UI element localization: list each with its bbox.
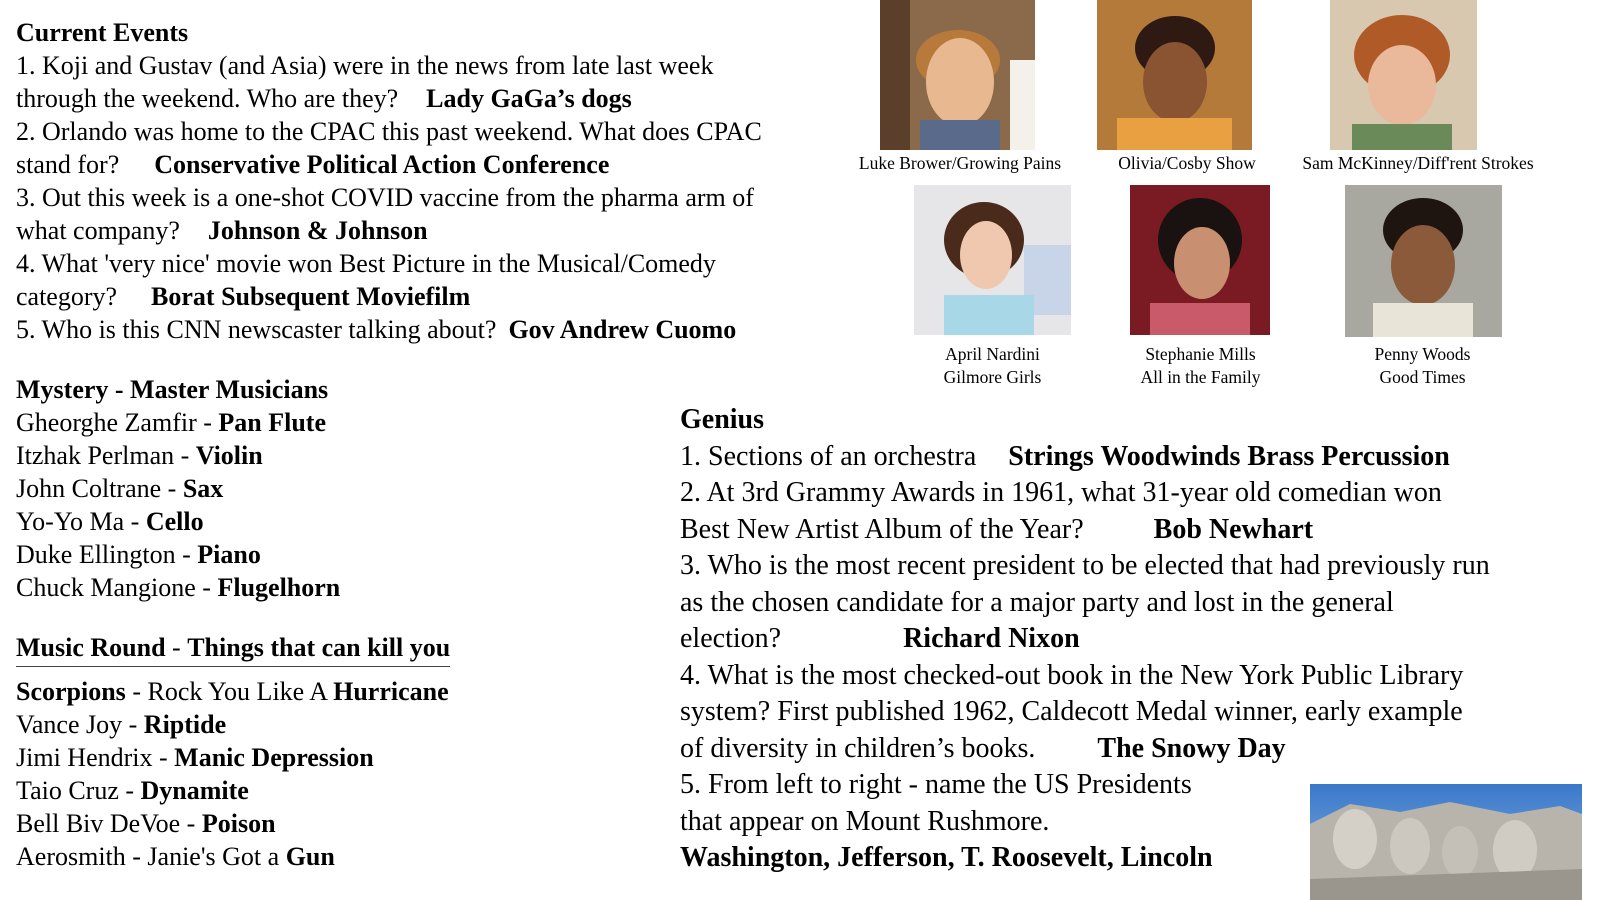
song-answer: Manic Depression xyxy=(174,743,374,772)
mount-rushmore-image xyxy=(1310,784,1582,900)
genius-a5: Washington, Jefferson, T. Roosevelt, Lincoln xyxy=(680,842,1213,873)
current-q2-text: stand for? xyxy=(16,150,120,179)
portrait-image xyxy=(1097,0,1252,150)
caption-penny-woods xyxy=(1330,343,1515,389)
instrument-answer: Pan Flute xyxy=(218,408,326,437)
music-title-sep: - xyxy=(165,633,188,662)
genius-q2-text: Best New Artist Album of the Year? xyxy=(680,513,1084,545)
photo-penny-woods xyxy=(1345,185,1502,337)
genius-q1-line xyxy=(680,439,1585,476)
artist-name: Jimi Hendrix - xyxy=(16,743,175,772)
genius-q3-line3 xyxy=(680,621,1585,658)
musician-name: John Coltrane - xyxy=(16,474,183,503)
caption-luke-brower: Luke Brower/Growing Pains xyxy=(858,153,1062,173)
current-q5-text: 5. Who is this CNN newscaster talking about? xyxy=(16,315,497,344)
musician-name: Itzhak Perlman - xyxy=(16,441,196,470)
current-q5-line xyxy=(16,313,836,346)
mystery-section xyxy=(16,373,340,604)
genius-q4-line1: 4. What is the most checked-out book in the New York Public Library xyxy=(680,659,1464,691)
current-a2: Conservative Political Action Conference xyxy=(154,150,610,179)
genius-q5-line2: that appear on Mount Rushmore. xyxy=(680,805,1050,837)
music-item xyxy=(16,708,450,741)
song-text: - Rock You Like A xyxy=(125,677,334,706)
genius-q4-text: of diversity in children’s books. xyxy=(680,732,1036,764)
musician-name: Gheorghe Zamfir - xyxy=(16,408,219,437)
current-q3-text: what company? xyxy=(16,216,180,245)
instrument-answer: Sax xyxy=(182,474,224,503)
instrument-answer: Cello xyxy=(145,507,204,536)
musician-name: Chuck Mangione - xyxy=(16,573,218,602)
instrument-answer: Piano xyxy=(197,540,261,569)
music-title-part: Things that can kill you xyxy=(187,633,451,662)
mystery-item xyxy=(16,406,340,439)
photo-stephanie-mills xyxy=(1130,185,1270,335)
musician-name: Duke Ellington - xyxy=(16,540,198,569)
caption-sam-mckinney: Sam McKinney/Diff'rent Strokes xyxy=(1302,153,1534,173)
mystery-item xyxy=(16,571,340,604)
music-round-title xyxy=(16,631,450,667)
caption-show: Gilmore Girls xyxy=(943,367,1042,387)
artist-name: Vance Joy - xyxy=(16,710,144,739)
music-item xyxy=(16,741,450,774)
current-q1-line1: 1. Koji and Gustav (and Asia) were in the news from late last week xyxy=(16,51,714,80)
current-q3-line1: 3. Out this week is a one-shot COVID vaccine from the pharma arm of xyxy=(16,183,754,212)
music-item xyxy=(16,807,450,840)
mystery-item xyxy=(16,472,340,505)
genius-q5-line1: 5. From left to right - name the US Presidents xyxy=(680,769,1192,800)
music-item xyxy=(16,840,450,873)
caption-show: Good Times xyxy=(1379,367,1466,387)
instrument-answer: Violin xyxy=(195,441,263,470)
artist-name: Taio Cruz - xyxy=(16,776,141,805)
photo-sam-mckinney xyxy=(1330,0,1477,150)
photo-olivia xyxy=(1097,0,1252,150)
rushmore-picture xyxy=(1310,784,1582,900)
music-title-part: Music Round xyxy=(16,633,166,662)
genius-q3-line2: as the chosen candidate for a major party and lost in the general xyxy=(680,586,1394,618)
genius-q2-line2 xyxy=(680,512,1585,549)
song-answer: Hurricane xyxy=(333,677,449,706)
current-q1-line2 xyxy=(16,82,836,115)
song-answer: Gun xyxy=(285,842,335,871)
current-a1: Lady GaGa’s dogs xyxy=(426,84,632,113)
genius-a3: Richard Nixon xyxy=(903,623,1080,654)
caption-olivia: Olivia/Cosby Show xyxy=(1118,153,1256,173)
portrait-image xyxy=(1345,185,1502,337)
photo-april-nardini xyxy=(914,185,1071,335)
artist-name: Bell Biv DeVoe - xyxy=(16,809,202,838)
music-item xyxy=(16,675,450,708)
genius-a2: Bob Newhart xyxy=(1153,513,1314,545)
music-round-section xyxy=(16,631,450,873)
artist-answer: Scorpions xyxy=(16,677,126,706)
photo-luke-brower xyxy=(880,0,1035,150)
current-q2-line2 xyxy=(16,148,836,181)
artist-name: Aerosmith - Janie's Got a xyxy=(16,842,286,871)
genius-q1-text: 1. Sections of an orchestra xyxy=(680,440,977,472)
mystery-item xyxy=(16,439,340,472)
music-item xyxy=(16,774,450,807)
genius-q3-text: election? xyxy=(680,623,782,654)
caption-name: Stephanie Mills xyxy=(1145,344,1256,364)
portrait-image xyxy=(1130,185,1270,335)
genius-title: Genius xyxy=(680,404,765,435)
mystery-item xyxy=(16,538,340,571)
current-events-section xyxy=(16,16,836,346)
song-answer: Poison xyxy=(201,809,276,838)
song-answer: Riptide xyxy=(143,710,227,739)
current-events-title: Current Events xyxy=(16,18,189,47)
portrait-image xyxy=(880,0,1035,150)
portrait-image xyxy=(1330,0,1477,150)
genius-q2-line1: 2. At 3rd Grammy Awards in 1961, what 31-year old comedian won xyxy=(680,477,1442,508)
current-q4-line1: 4. What 'very nice' movie won Best Picture in the Musical/Comedy xyxy=(16,249,716,278)
current-a3: Johnson & Johnson xyxy=(207,216,428,245)
caption-stephanie-mills xyxy=(1108,343,1293,389)
musician-name: Yo-Yo Ma - xyxy=(16,507,146,536)
mystery-title: Mystery - Master Musicians xyxy=(16,375,329,404)
caption-show: All in the Family xyxy=(1140,367,1261,387)
current-q4-line2 xyxy=(16,280,836,313)
genius-q4-line3 xyxy=(680,731,1585,768)
genius-q4-line2: system? First published 1962, Caldecott Medal winner, early example xyxy=(680,696,1463,727)
genius-a1: Strings Woodwinds Brass Percussion xyxy=(1008,440,1450,472)
caption-april-nardini xyxy=(900,343,1085,389)
caption-name: Penny Woods xyxy=(1374,344,1471,364)
mystery-item xyxy=(16,505,340,538)
current-a5: Gov Andrew Cuomo xyxy=(508,315,737,344)
current-q3-line2 xyxy=(16,214,836,247)
current-q4-text: category? xyxy=(16,282,118,311)
instrument-answer: Flugelhorn xyxy=(217,573,341,602)
song-answer: Dynamite xyxy=(140,776,249,805)
current-q1-text: through the weekend. Who are they? xyxy=(16,84,399,113)
portrait-image xyxy=(914,185,1071,335)
current-a4: Borat Subsequent Moviefilm xyxy=(151,282,471,311)
current-q2-line1: 2. Orlando was home to the CPAC this past weekend. What does CPAC xyxy=(16,117,762,146)
caption-name: April Nardini xyxy=(945,344,1040,364)
genius-a4: The Snowy Day xyxy=(1097,732,1286,764)
genius-q3-line1: 3. Who is the most recent president to be elected that had previously run xyxy=(680,550,1490,581)
